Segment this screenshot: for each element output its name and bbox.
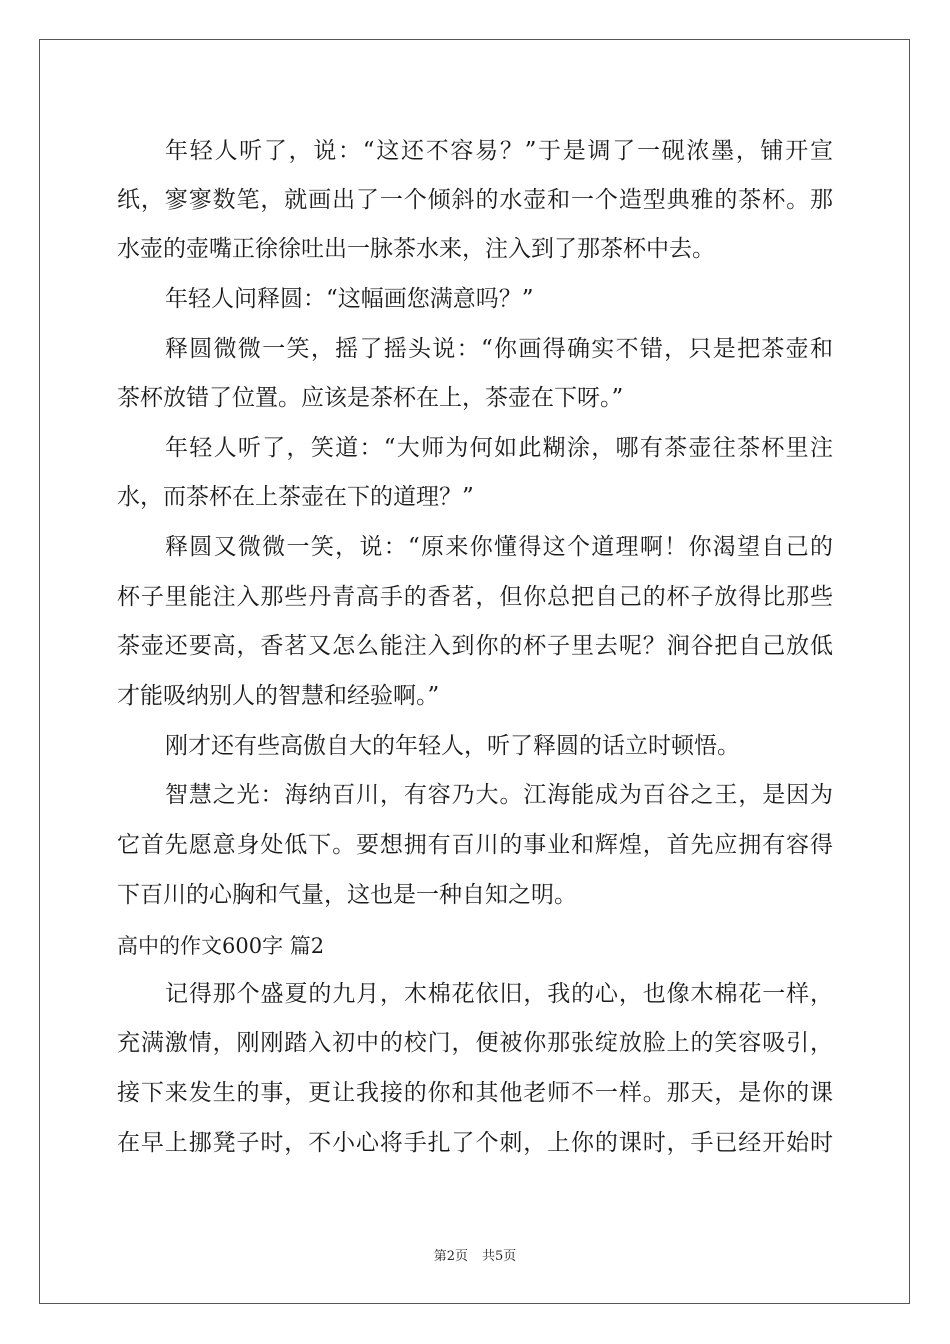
- text-line: 纸，寥寥数笔，就画出了一个倾斜的水壶和一个造型典雅的茶杯。那: [117, 187, 833, 213]
- text-line: 年轻人听了，笑道：“大师为何如此糊涂，哪有茶壶往茶杯里注: [165, 435, 833, 461]
- current-page-label: 第2页: [433, 1249, 468, 1264]
- total-pages-label: 共5页: [482, 1249, 517, 1264]
- text-line: 茶壶还要高，香茗又怎么能注入到你的杯子里去呢？涧谷把自己放低: [117, 633, 833, 659]
- text-line: 接下来发生的事，更让我接的你和其他老师不一样。那天，是你的课: [117, 1080, 833, 1106]
- text-line: 它首先愿意身处低下。要想拥有百川的事业和辉煌，首先应拥有容得: [117, 832, 833, 858]
- text-line: 杯子里能注入那些丹青高手的香茗，但你总把自己的杯子放得比那些: [117, 584, 833, 610]
- text-line: 年轻人听了，说：“这还不容易？”于是调了一砚浓墨，铺开宣: [165, 138, 833, 164]
- section-heading: 高中的作文600字 篇2: [117, 934, 325, 958]
- text-line: 下百川的心胸和气量，这也是一种自知之明。: [117, 882, 577, 908]
- text-line: 释圆微微一笑，摇了摇头说：“你画得确实不错，只是把茶壶和: [165, 336, 833, 362]
- text-line: 刚才还有些高傲自大的年轻人，听了释圆的话立时顿悟。: [165, 733, 740, 759]
- text-line: 充满激情，刚刚踏入初中的校门，便被你那张绽放脸上的笑容吸引，: [117, 1030, 833, 1056]
- page-footer: [0, 1248, 950, 1266]
- page-frame: [39, 39, 910, 1304]
- text-line: 才能吸纳别人的智慧和经验啊。”: [117, 683, 440, 709]
- text-line: 释圆又微微一笑，说：“原来你懂得这个道理啊！你渴望自己的: [165, 534, 833, 560]
- text-line: 记得那个盛夏的九月，木棉花依旧，我的心，也像木棉花一样，: [165, 981, 833, 1007]
- text-line: 水壶的壶嘴正徐徐吐出一脉茶水来，注入到了那茶杯中去。: [117, 236, 715, 262]
- text-line: 茶杯放错了位置。应该是茶杯在上，茶壶在下呀。”: [117, 385, 624, 411]
- text-line: 年轻人问释圆：“这幅画您满意吗？”: [165, 286, 534, 312]
- text-line: 在早上挪凳子时，不小心将手扎了个刺，上你的课时，手已经开始时: [117, 1130, 833, 1156]
- text-line: 水，而茶杯在上茶壶在下的道理？”: [117, 484, 474, 510]
- text-line: 智慧之光：海纳百川，有容乃大。江海能成为百谷之王，是因为: [165, 782, 833, 808]
